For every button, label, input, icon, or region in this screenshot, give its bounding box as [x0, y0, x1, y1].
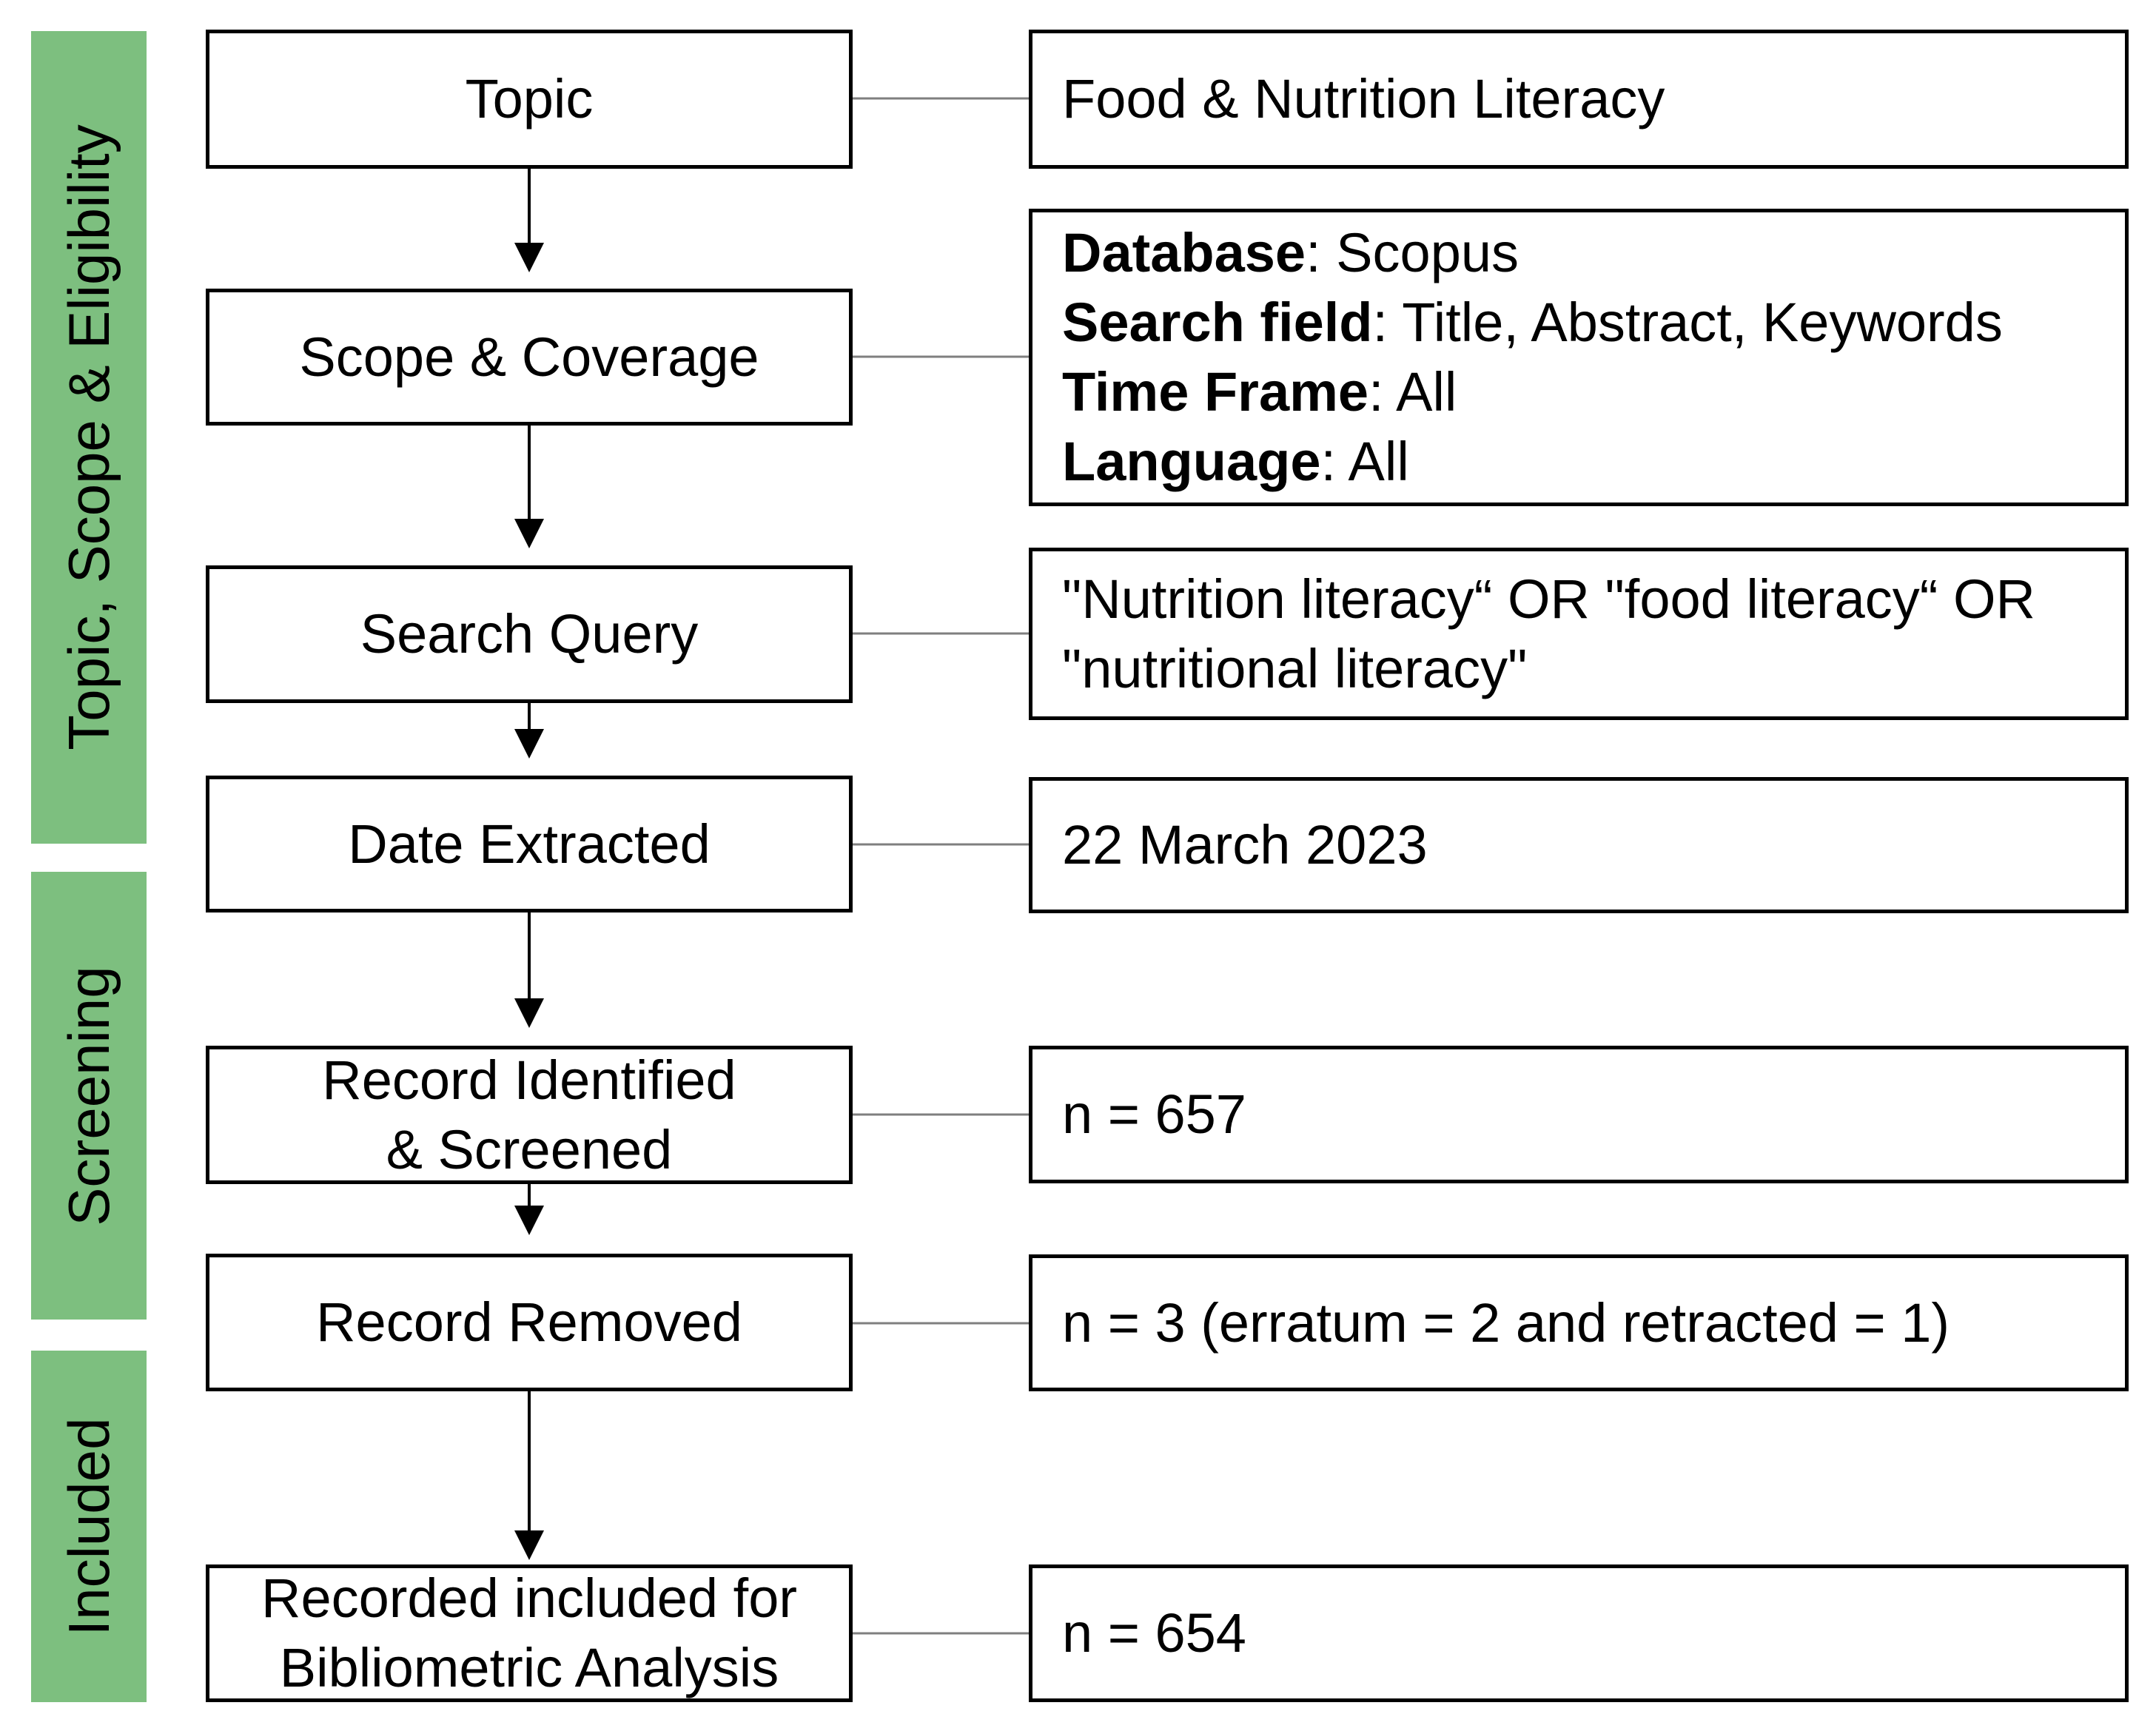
- step-label: Topic: [465, 68, 594, 130]
- scope-value: : All: [1320, 430, 1409, 492]
- detail-scope-coverage: [1029, 209, 2129, 506]
- detail-text: n = 3 (erratum = 2 and retracted = 1): [1062, 1291, 1950, 1354]
- scope-line-language: [1062, 427, 2003, 497]
- step-label: Recorded included for Bibliometric Analysis: [261, 1567, 797, 1698]
- step-label: Record Identified & Screened: [322, 1049, 736, 1180]
- step-label: Record Removed: [316, 1291, 742, 1354]
- scope-key: Time Frame: [1062, 361, 1369, 423]
- detail-text: n = 654: [1062, 1602, 1246, 1664]
- scope-line-time-frame: [1062, 357, 2003, 427]
- detail-text: Food & Nutrition Literacy: [1062, 68, 1665, 130]
- step-scope-coverage: [206, 289, 853, 426]
- step-topic: [206, 30, 853, 169]
- detail-text: "Nutrition literacy“ OR "food literacy“ OR "nutritional literacy": [1062, 568, 2035, 699]
- scope-value: : All: [1369, 361, 1457, 423]
- detail-record-identified: [1029, 1046, 2129, 1183]
- scope-key: Language: [1062, 430, 1321, 492]
- scope-line-search-field: [1062, 288, 2003, 357]
- phase-label: Topic, Scope & Eligibility: [56, 124, 121, 750]
- detail-text: n = 657: [1062, 1083, 1246, 1146]
- scope-value: : Scopus: [1306, 222, 1519, 284]
- step-label: Scope & Coverage: [299, 326, 759, 388]
- detail-search-query: [1029, 548, 2129, 720]
- detail-record-removed: [1029, 1254, 2129, 1391]
- step-recorded-included: [206, 1564, 853, 1702]
- phase-label: Included: [56, 1417, 121, 1636]
- phase-label: Screening: [56, 965, 121, 1226]
- detail-topic: [1029, 30, 2129, 169]
- detail-text: 22 March 2023: [1062, 814, 1428, 876]
- scope-line-database: [1062, 218, 2003, 288]
- scope-lines: [1062, 218, 2003, 497]
- step-label: Search Query: [360, 603, 699, 665]
- step-record-identified-screened: [206, 1046, 853, 1184]
- step-search-query: [206, 565, 853, 703]
- detail-recorded-included: [1029, 1564, 2129, 1702]
- step-label: Date Extracted: [348, 813, 711, 875]
- step-record-removed: [206, 1254, 853, 1391]
- detail-date-extracted: [1029, 777, 2129, 913]
- step-date-extracted: [206, 776, 853, 912]
- scope-key: Search field: [1062, 292, 1373, 354]
- scope-value: : Title, Abstract, Keywords: [1372, 292, 2003, 354]
- scope-key: Database: [1062, 222, 1306, 284]
